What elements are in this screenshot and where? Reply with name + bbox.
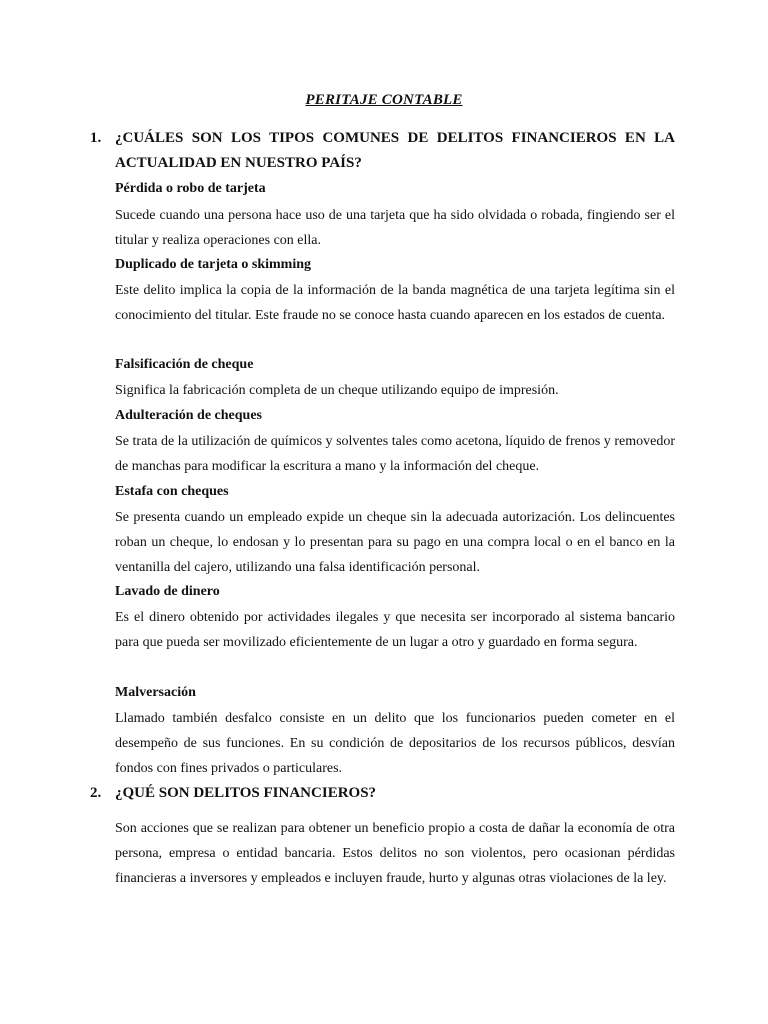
- question-2-heading: [90, 781, 675, 806]
- question-1-text: ¿CUÁLES SON LOS TIPOS COMUNES DE DELITOS FINANCIEROS EN LA ACTUALIDAD EN NUESTRO PAÍS?: [115, 130, 675, 171]
- question-2-answer: Son acciones que se realizan para obtener un beneficio propio a costa de dañar la economía de otra persona, empresa o entidad bancaria. Estos delitos no son violentos, pero ocasionan pérdidas financieras a inversores y empleados e incluyen fraude, hurto y algunas otras violaciones de la ley.: [115, 821, 675, 887]
- section-heading-card-theft: Pérdida o robo de tarjeta: [115, 181, 266, 196]
- section-heading-check-fraud: Estafa con cheques: [115, 484, 229, 499]
- section-text-check-alteration: Se trata de la utilización de químicos y solventes tales como acetona, líquido de frenos y removedor de manchas para modificar la escritura a mano y la información del cheque.: [115, 434, 675, 475]
- question-1-number: 1.: [90, 130, 102, 146]
- section-text-skimming: Este delito implica la copia de la información de la banda magnética de una tarjeta legítima sin el conocimiento del titular. Este fraude no se conoce hasta cuando aparecen en los estados de cuenta.: [115, 283, 675, 324]
- section-heading-embezzlement: Malversación: [115, 685, 196, 700]
- question-2-number: 2.: [90, 785, 102, 801]
- section-heading-money-laundering: Lavado de dinero: [115, 584, 220, 599]
- section-heading-check-forgery: Falsificación de cheque: [115, 357, 254, 372]
- document-title: PERITAJE CONTABLE: [305, 92, 463, 108]
- section-text-check-forgery: Significa la fabricación completa de un cheque utilizando equipo de impresión.: [115, 383, 559, 398]
- question-2-text: ¿QUÉ SON DELITOS FINANCIEROS?: [115, 785, 377, 801]
- question-1-heading: [90, 126, 675, 176]
- section-text-check-fraud: Se presenta cuando un empleado expide un cheque sin la adecuada autorización. Los delincuentes roban un cheque, lo endosan y lo presentan para su pago en una compra local o en el banco en la ventanilla del cajero, utilizando una falsa identificación personal.: [115, 510, 675, 576]
- section-text-card-theft: Sucede cuando una persona hace uso de una tarjeta que ha sido olvidada o robada, fingiendo ser el titular y realiza operaciones con ella.: [115, 208, 675, 249]
- section-text-money-laundering: Es el dinero obtenido por actividades ilegales y que necesita ser incorporado al sistema bancario para que pueda ser movilizado eficientemente de un lugar a otro y guardado en forma segura.: [115, 610, 675, 651]
- section-text-embezzlement: Llamado también desfalco consiste en un delito que los funcionarios pueden cometer en el desempeño de sus funciones. En su condición de depositarios de los recursos públicos, desvían fondos con fines privados o particulares.: [115, 711, 675, 777]
- section-heading-skimming: Duplicado de tarjeta o skimming: [115, 257, 311, 272]
- section-heading-check-alteration: Adulteración de cheques: [115, 408, 262, 423]
